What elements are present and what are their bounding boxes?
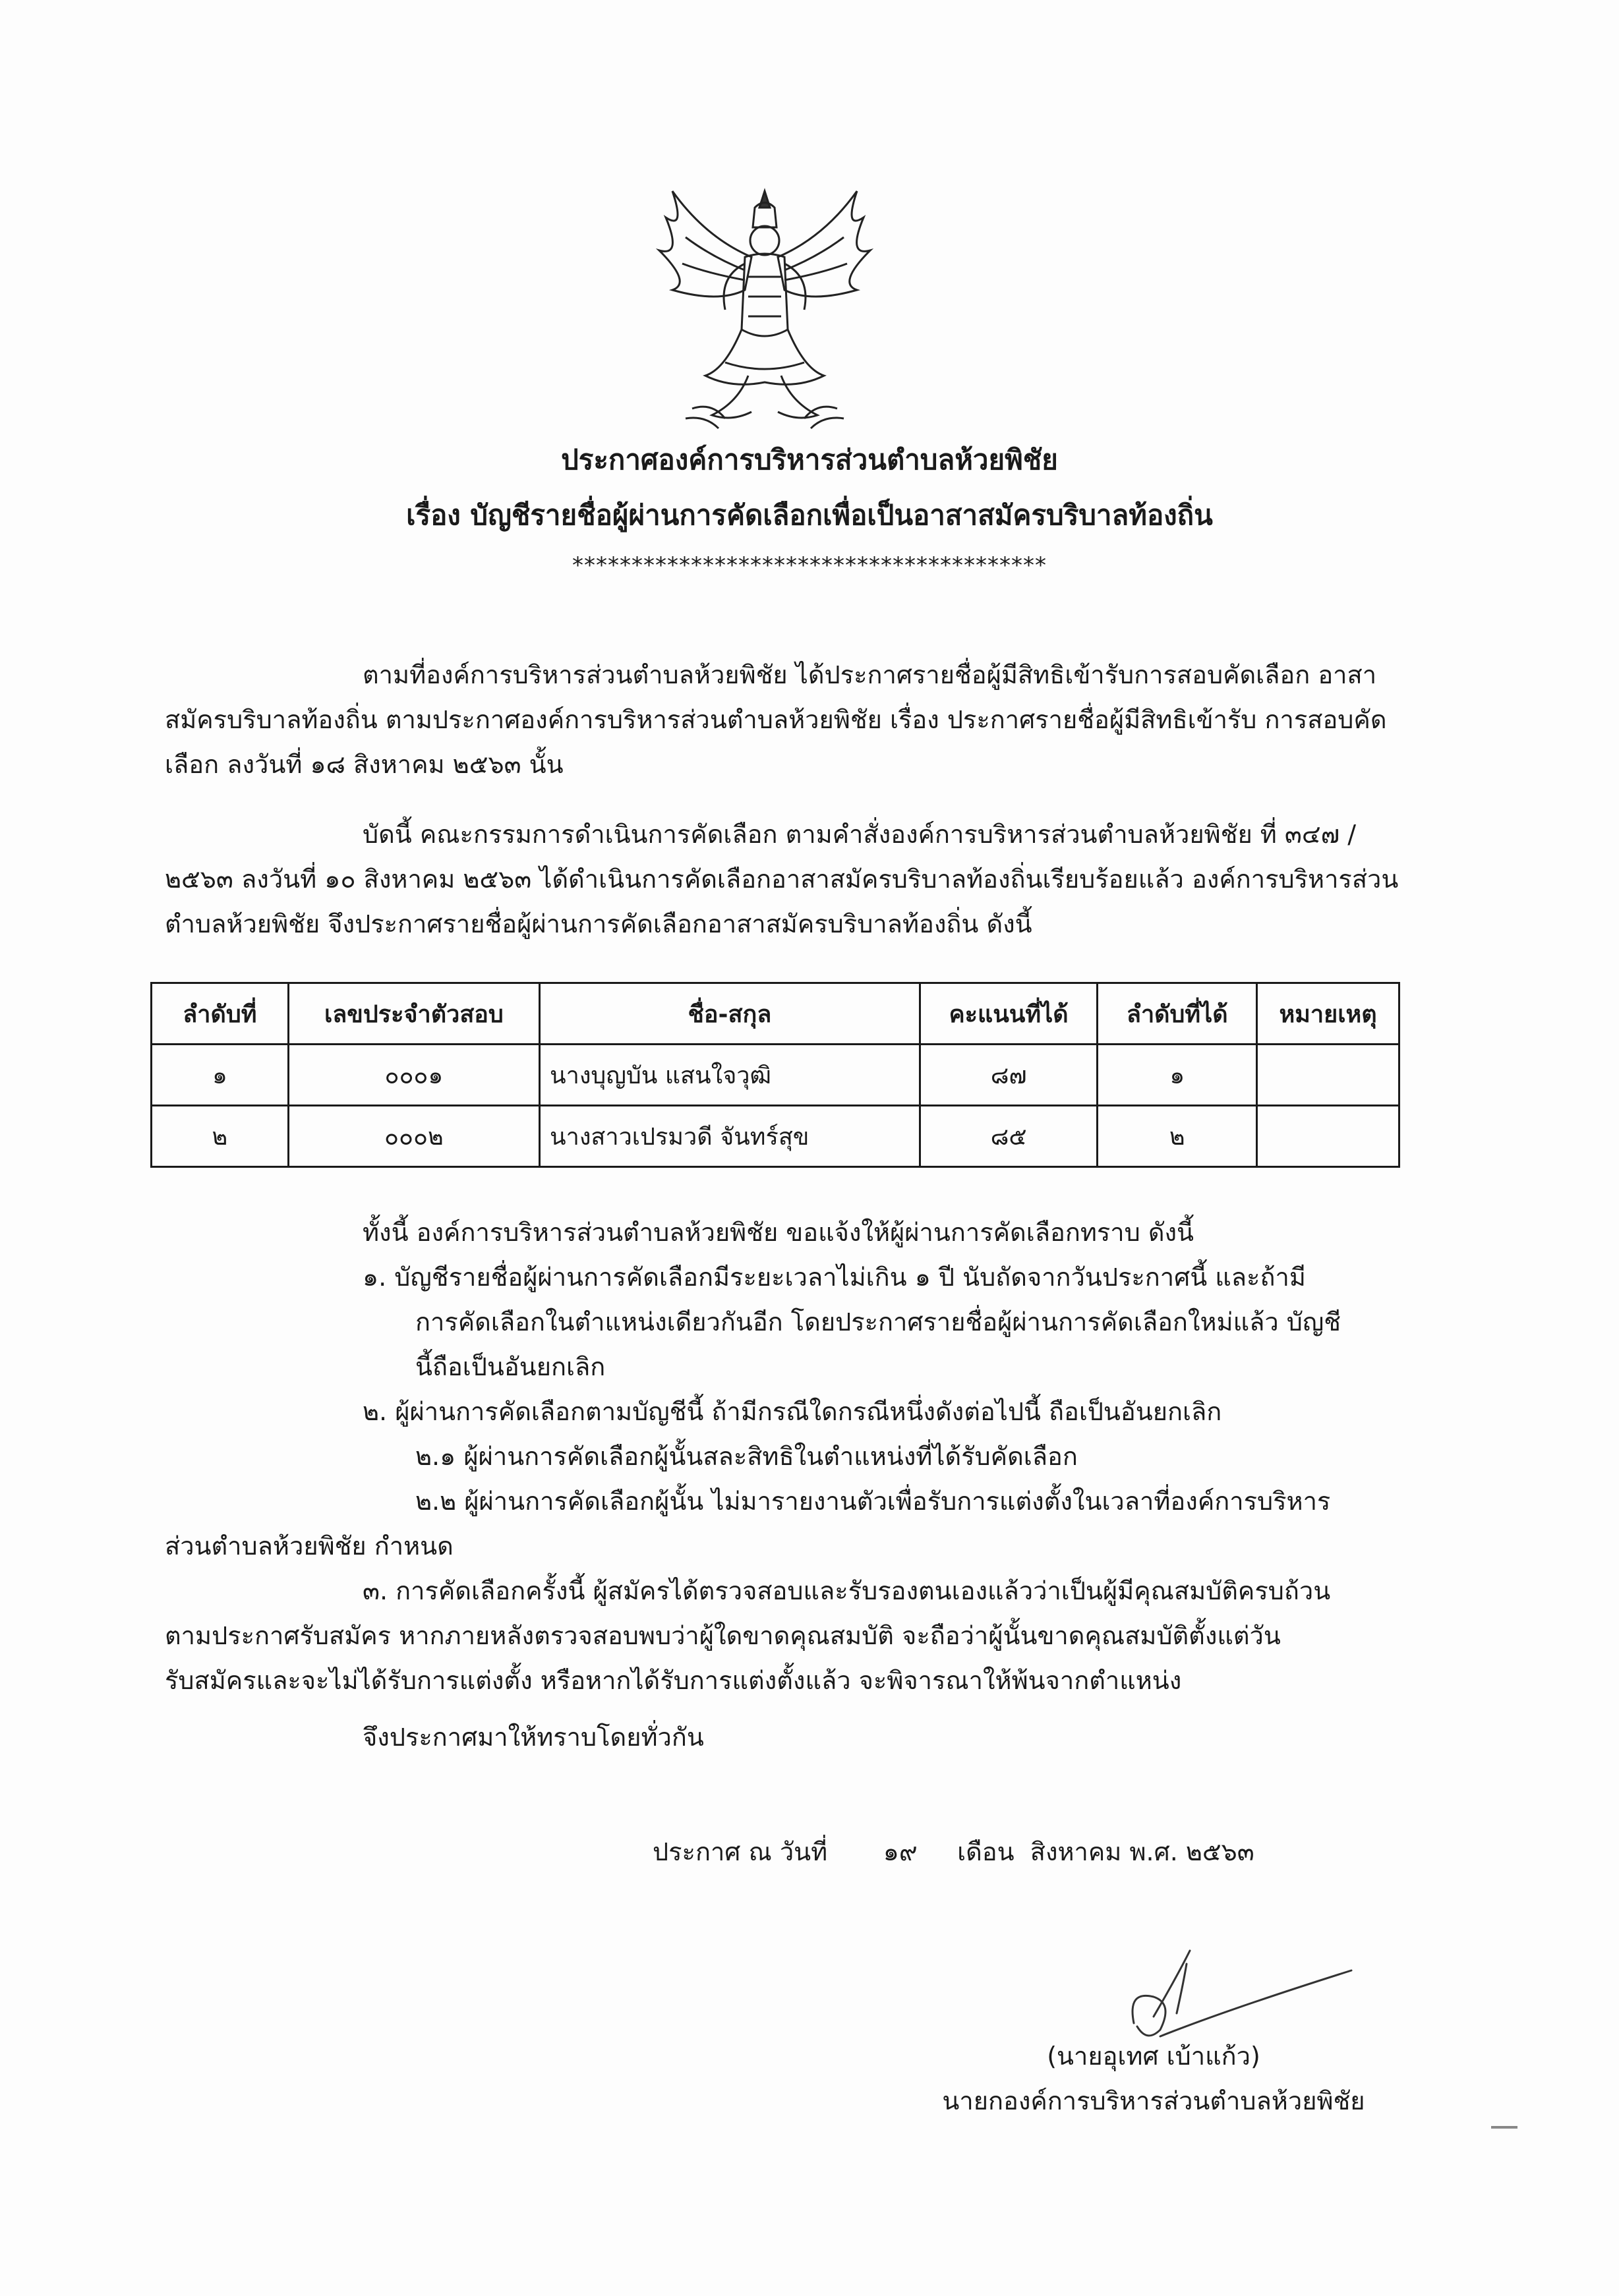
notes-section — [165, 1210, 1417, 1760]
note-item-1-line-2: การคัดเลือกในตำแหน่งเดียวกันอีก โดยประกาศรายชื่อผู้ผ่านการคัดเลือกใหม่แล้ว บัญชี — [415, 1307, 1341, 1336]
cell-rank: ๑ — [1098, 1045, 1257, 1106]
note-item-3-line-2: ตามประกาศรับสมัคร หากภายหลังตรวจสอบพบว่าผู้ใดขาดคุณสมบัติ จะถือว่าผู้นั้นขาดคุณสมบัติตั้งแต่วัน — [165, 1621, 1281, 1650]
header-score: คะแนนที่ได้ — [920, 983, 1098, 1045]
note-item-2-1: ๒.๑ ผู้ผ่านการคัดเลือกผู้นั้นสละสิทธิในตำแหน่งที่ได้รับคัดเลือก — [415, 1442, 1078, 1471]
scan-edge-mark — [1491, 2126, 1517, 2129]
cell-remark — [1257, 1106, 1399, 1167]
announcement-date — [653, 1832, 1254, 1872]
body-paragraph-1: ตามที่องค์การบริหารส่วนตำบลห้วยพิชัย ได้ประกาศรายชื่อผู้มีสิทธิเข้ารับการสอบคัดเลือก อาสาสมัครบริบาลท้องถิ่น ตามประกาศองค์การบริหารส่วนตำบลห้วยพิชัย เรื่อง ประกาศรายชื่อผู้มีสิทธิเข้ารับ การสอบคัดเลือก ลงวันที่ ๑๘ สิงหาคม ๒๕๖๓ นั้น — [165, 660, 1387, 779]
announcement-title: ประกาศองค์การบริหารส่วนตำบลห้วยพิชัย — [561, 444, 1058, 476]
date-label: ประกาศ ณ วันที่ — [653, 1837, 828, 1866]
date-month: สิงหาคม — [1030, 1837, 1122, 1866]
separator-line: **************************************** — [572, 552, 1047, 579]
cell-score: ๘๗ — [920, 1045, 1098, 1106]
announcement-subject: เรื่อง บัญชีรายชื่อผู้ผ่านการคัดเลือกเพื่อเป็นอาสาสมัครบริบาลท้องถิ่น — [406, 499, 1213, 531]
table-header-row — [152, 983, 1399, 1045]
date-month-label: เดือน — [957, 1837, 1015, 1866]
date-day: ๑๙ — [883, 1837, 918, 1866]
date-year: พ.ศ. ๒๕๖๓ — [1129, 1837, 1254, 1866]
header-exam-id: เลขประจำตัวสอบ — [288, 983, 539, 1045]
garuda-emblem-icon — [646, 178, 883, 435]
cell-remark — [1257, 1045, 1399, 1106]
header-rank: ลำดับที่ได้ — [1098, 983, 1257, 1045]
cell-name: นางบุญบัน แสนใจวุฒิ — [540, 1045, 920, 1106]
header-name: ชื่อ-สกุล — [540, 983, 920, 1045]
note-item-1-line-1: ๑. บัญชีรายชื่อผู้ผ่านการคัดเลือกมีระยะเวลาไม่เกิน ๑ ปี นับถัดจากวันประกาศนี้ และถ้ามี — [363, 1263, 1306, 1292]
header-no: ลำดับที่ — [152, 983, 289, 1045]
header-remark: หมายเหตุ — [1257, 983, 1399, 1045]
cell-no: ๑ — [152, 1045, 289, 1106]
cell-name: นางสาวเปรมวดี จันทร์สุข — [540, 1106, 920, 1167]
notes-intro: ทั้งนี้ องค์การบริหารส่วนตำบลห้วยพิชัย ขอแจ้งให้ผู้ผ่านการคัดเลือกทราบ ดังนี้ — [363, 1218, 1194, 1247]
signer-name: (นายอุเทศ เบ้าแก้ว) — [1047, 2042, 1260, 2071]
cell-score: ๘๕ — [920, 1106, 1098, 1167]
body-paragraph-2: บัดนี้ คณะกรรมการดำเนินการคัดเลือก ตามคำสั่งองค์การบริหารส่วนตำบลห้วยพิชัย ที่ ๓๔๗ / ๒๕๖๓ ลงวันที่ ๑๐ สิงหาคม ๒๕๖๓ ได้ดำเนินการคัดเลือกอาสาสมัครบริบาลท้องถิ่นเรียบร้อยแล้ว องค์การบริหารส่วนตำบลห้วยพิชัย จึงประกาศรายชื่อผู้ผ่านการคัดเลือกอาสาสมัครบริบาลท้องถิ่น ดังนี้ — [165, 820, 1399, 938]
closing-statement: จึงประกาศมาให้ทราบโดยทั่วกัน — [363, 1723, 704, 1752]
cell-rank: ๒ — [1098, 1106, 1257, 1167]
note-item-2: ๒. ผู้ผ่านการคัดเลือกตามบัญชีนี้ ถ้ามีกรณีใดกรณีหนึ่งดังต่อไปนี้ ถือเป็นอันยกเลิก — [363, 1397, 1222, 1426]
signer-title: นายกองค์การบริหารส่วนตำบลห้วยพิชัย — [942, 2086, 1365, 2115]
note-item-3-line-1: ๓. การคัดเลือกครั้งนี้ ผู้สมัครได้ตรวจสอบและรับรองตนเองแล้วว่าเป็นผู้มีคุณสมบัติครบถ้วน — [363, 1576, 1331, 1605]
note-item-2-2-line-1: ๒.๒ ผู้ผ่านการคัดเลือกผู้นั้น ไม่มารายงานตัวเพื่อรับการแต่งตั้งในเวลาที่องค์การบริหาร — [415, 1487, 1331, 1516]
cell-exam-id: ๐๐๐๒ — [288, 1106, 539, 1167]
table-row — [152, 1106, 1399, 1167]
cell-exam-id: ๐๐๐๑ — [288, 1045, 539, 1106]
note-item-3-line-3: รับสมัครและจะไม่ได้รับการแต่งตั้ง หรือหากได้รับการแต่งตั้งแล้ว จะพิจารณาให้พ้นจากตำแหน่ง — [165, 1666, 1182, 1695]
cell-no: ๒ — [152, 1106, 289, 1167]
results-table — [150, 982, 1400, 1168]
note-item-1-line-3: นี้ถือเป็นอันยกเลิก — [415, 1352, 606, 1381]
table-row — [152, 1045, 1399, 1106]
note-item-2-2-line-2: ส่วนตำบลห้วยพิชัย กำหนด — [165, 1532, 454, 1561]
